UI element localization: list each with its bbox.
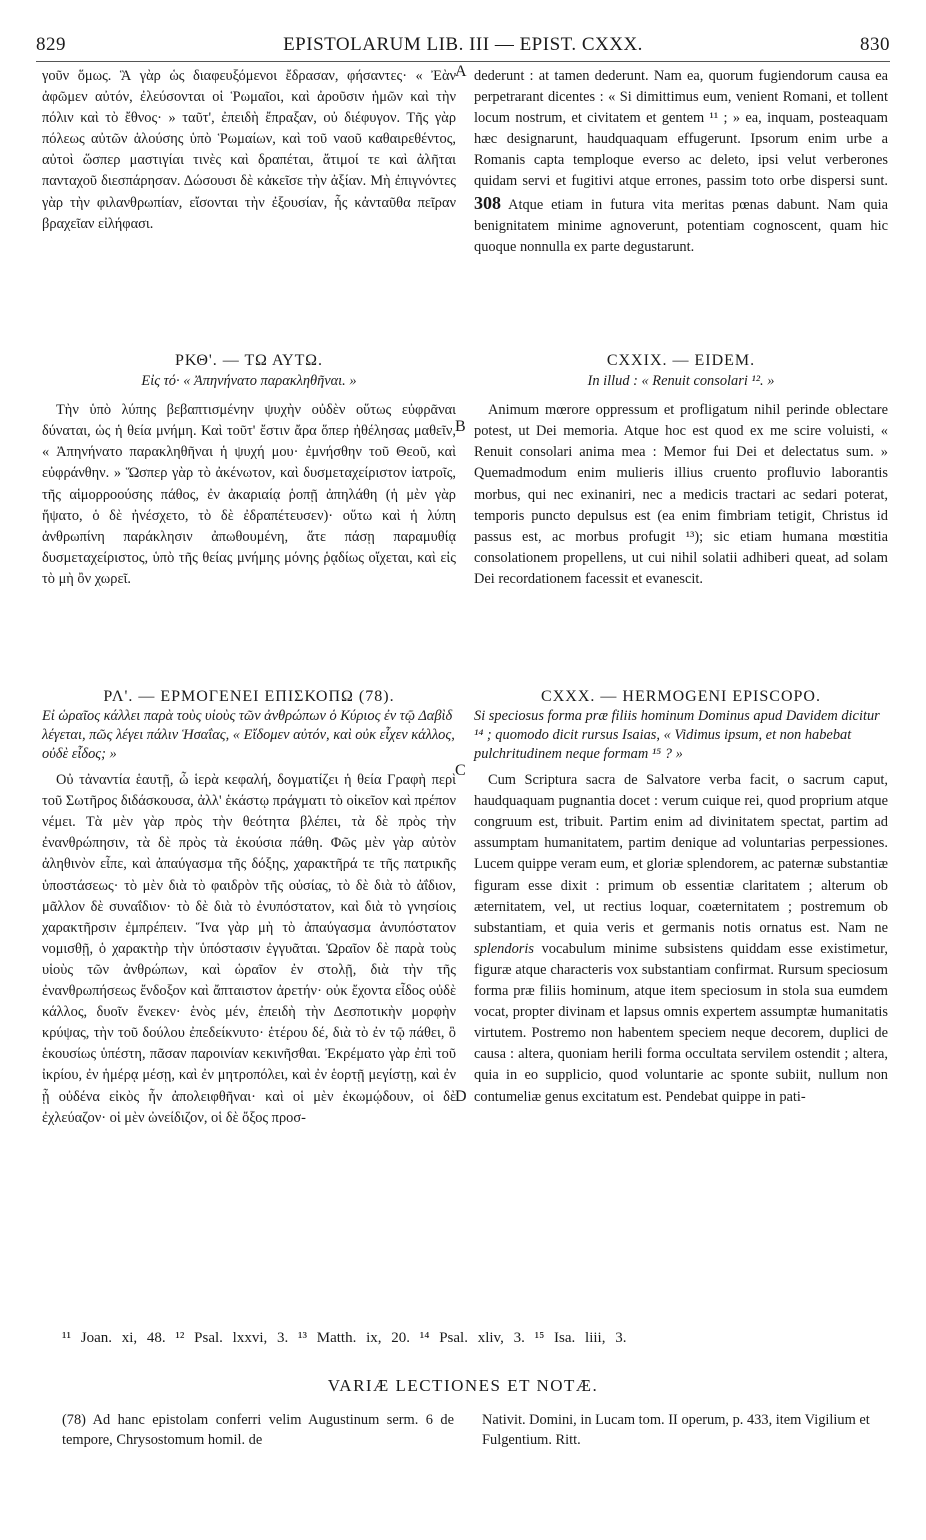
greek-letter-129 <box>42 350 456 590</box>
latin-text: vocabulum minime subsistens quiddam esse existimetur, figuræ atque characteris vox substantiam confirmat. Rursum speciosum forma præ filiis hominum, atque item speciosum in stola sua eumdem vocat, propter divinam et lapsus omnis expertem assumptæ humanitatis virtutem. Postremo non habentem speciem neque decorem, duplici de causa : altera, quoniam herili forma occultata servilem ostendit ; altera, quia in eo supplicio, quod voluntarie ac sponte subiit, nullum non contumeliæ genus excitatum est. Pendebat quippe in pati- <box>474 940 888 1105</box>
running-title: EPISTOLARUM LIB. III — EPIST. CXXX. <box>283 34 643 55</box>
latin-paragraph <box>474 770 888 1108</box>
section-subheading-greek-130: Εἰ ὡραῖος κάλλει παρὰ τοὺς υἱοὺς τῶν ἀνθρώπων ὁ Κύριος ἐν τῷ Δαβὶδ λέγεται, πῶς λέγει πάλιν Ἡσαΐας, « Εἴδομεν αὐτόν, καὶ οὐκ εἶχεν κάλλος, οὐδὲ εἶδος; » <box>42 708 455 763</box>
section-subheading-latin-130: Si speciosus forma præ filiis hominum Dominus apud Davidem dicitur ¹⁴ ; quomodo dicit rursus Isaias, « Vidimus ipsum, et non habebat pulchritudinem neque formam ¹⁵ ? » <box>474 708 880 763</box>
greek-paragraph: Οὐ τἀναντία ἑαυτῇ, ὦ ἱερὰ κεφαλή, δογματίζει ἡ θεία Γραφὴ περὶ τοῦ Σωτῆρος διδάσκουσα, ἀλλ' ἑκάστῳ πράγματι τὸ οἰκεῖον καὶ πρέπον νέμει. Τὰ μὲν γὰρ πρὸς τὴν θεότητα βλέπει, τὰ δὲ πρὸς τὴν ἐνανθρώπησιν, τὰ δὲ πρὸς τὰ ἑκούσια πάθη. Φῶς μὲν γὰρ αὐτὸν ἀληθινὸν εἶπε, καὶ ἀπαύγασμα τῆς δόξης, χαρακτῆρά τε τῆς πατρικῆς ὑποστάσεως· τὸ μὲν διὰ τὸ φαιδρὸν τῆς οὐσίας, τὸ δὲ διὰ τὸ ἀΐδιον, μᾶλλον δὲ συναΐδιον· τὸ δὲ διὰ τὸ ἐνυπόστατον, καὶ διὰ τὸ γνησίοις χαρακτῆρσιν ἐμπρέπειν. Ἵνα γὰρ μὴ τὸ ἀπαύγασμα ἀνυπόστατον νομισθῇ, ὁ χαρακτὴρ τὴν ὑπόστασιν ἐγγυᾶται. Ὡραῖον δὲ παρὰ τοὺς υἱοὺς τῶν ἀνθρώπων, καὶ ὡραῖον ἐν στολῇ, διὰ τὴν τῆς ἐνανθρωπήσεως ἔνδοξον καὶ ἄπταιστον ἀρετήν· οὐκ ἔχοντα εἶδος οὐδὲ κάλλος, δυοῖν ἕνεκεν· ἑνὸς μέν, ἐπειδὴ τὴν Δεσποτικὴν μορφὴν κρύψας, τὴν τοῦ δούλου ἐπεδείκνυτο· ἑτέρου δέ, διὰ τὸ ἐν τῷ πάθει, ὃ ἑκουσίως ὑπέστη, πᾶσαν παροινίαν κεκινῆσθαι. Ἐκρέματο γὰρ ἐπὶ τοῦ ἰκρίου, ἐν ἡμέρᾳ μέσῃ, καὶ ἐν μητροπόλει, καὶ ἐν ἑορτῇ μεγίστῃ, καὶ ἐν ᾗ οὐδένα εἰκὸς ἦν ἀπολειφθῆναι· καὶ οἱ μὲν ἐκωμῴδουν, οἱ δὲ ἐχλεύαζον· οἱ μὲν ὠνείδιζον, οἱ δὲ ὄξος προσ- <box>42 772 456 1126</box>
margin-letter-c: C <box>455 762 466 779</box>
latin-letter-130 <box>474 686 888 1108</box>
latin-emphasis: splendoris <box>474 940 534 957</box>
footnotes: ¹¹ Joan. xi, 48. ¹² Psal. lxxvi, 3. ¹³ Matth. ix, 20. ¹⁴ Psal. xliv, 3. ¹⁵ Isa. liii, 3. <box>62 1330 627 1346</box>
variae-note-left: (78) Ad hanc epistolam conferri velim Augustinum serm. 6 de tempore, Chrysostomum homil. de <box>62 1412 454 1448</box>
variae-note-right: Nativit. Domini, in Lucam tom. II operum, p. 433, item Vigilium et Fulgentium. Ritt. <box>482 1412 870 1448</box>
section-heading-greek-130: ΡΛ'. — ΕΡΜΟΓΕΝΕΙ ΕΠΙΣΚΟΠΩ (78). <box>103 688 395 705</box>
margin-letter-a: A <box>455 63 467 80</box>
greek-passage-1 <box>42 66 456 235</box>
column-number: 308 <box>474 192 501 213</box>
section-heading-latin-130: CXXX. — HERMOGENI EPISCOPO. <box>541 688 821 705</box>
header-rule <box>36 61 890 62</box>
latin-letter-129 <box>474 350 888 590</box>
latin-text: Cum Scriptura sacra de Salvatore verba facit, o sacrum caput, haudquaquam pugnantia docet : verum cuique rei, quod proprium atque congruum est, tribuit. Partim enim ad divinitatem spectat, partim ad assumptam humanitatem, partim denique ad voluntarias perpessiones. Lucem quippe veram eum, et gloriæ splendorem, ac paternæ substantiæ figuram esse dixit : primum ob essentiæ claritatem ; alterum ob æternitatem, vel, ut rectius loquar, coæternitatem ; postremum ob substantiam, et quia veris et germanis notis ornatus est. Nam ne <box>474 772 888 936</box>
running-header <box>36 34 890 58</box>
section-subheading-latin-129: In illud : « Renuit consolari ¹². » <box>587 373 775 390</box>
variae-heading: VARIÆ LECTIONES ET NOTÆ. <box>327 1376 599 1395</box>
latin-paragraph: Animum mœrore oppressum et profligatum nihil perinde oblectare potest, ut Dei memoria. Atque hoc est quod ex me scire voluisti, « Renuit consolari anima mea : Memor fui Dei et delectatus sum. » Quemadmodum enim mulieris illius cruento profluvio laborantis morbus, qui nec exinaniri, nec a medicis tractari ac sedari poterat, temporis puncto depulsus est (ea enim fimbriam tetigit, Christus id passus est, ac morbus profugit ¹³); sic etiam humana mœstitia consolationem propellens, ut cui nihil solatii adhiberi queat, ad solam Dei recordationem facessit et evanescit. <box>474 402 888 587</box>
page-number-right: 830 <box>860 34 890 55</box>
page-number-left: 829 <box>36 34 66 55</box>
latin-passage-1 <box>474 66 888 258</box>
latin-text: Atque etiam in futura vita meritas pœnas dabunt. Nam quia benignitatem minime agnoverunt, potentiam cognoscent, quam hic quoque nonnulla ex parte degustarunt. <box>474 196 888 255</box>
section-subheading-greek-129: Εἰς τό· « Ἀπηνήνατο παρακληθῆναι. » <box>141 373 357 390</box>
section-heading-latin-129: CXXIX. — EIDEM. <box>606 352 756 369</box>
latin-paragraph <box>474 66 888 258</box>
margin-letter-d: D <box>455 1088 467 1105</box>
greek-paragraph: Τὴν ὑπὸ λύπης βεβαπτισμένην ψυχὴν οὐδὲν οὕτως εὐφρᾶναι δύναται, ὡς ἡ θεία μνήμη. Καὶ τοῦτ' ἔστιν ἄρα ὅπερ ἠθέλησας μαθεῖν, « Ἀπηνήνατο παρακληθῆναι ἡ ψυχή μου· ἐμνήσθην τοῦ Θεοῦ, καὶ εὐφράνθην. » Ὥσπερ γὰρ τὸ ἀκένωτον, καὶ δυσμεταχείριστον ἰατροῖς, τῆς αἱμορροούσης πάθος, ἐν ἀκαριαίᾳ ῥοπῇ ἀπηλάθη (ἡ μὲν γὰρ ἥψατο, ὁ δὲ ἠνέσχετο, τὸ δὲ ἐδραπέτευσεν)· οὕτω καὶ ἡ λύπη ἀνθρωπίνη παράκλησιν ἀπωθουμένη, ἅτε πάσῃ παραμυθίᾳ δυσμεταχείριστος, ὑπὸ τῆς θείας μνήμης μόνης ῥᾳδίως οἴχεται, καὶ εἰς τὸ μὴ ὂν χωρεῖ. <box>42 402 456 587</box>
latin-text: dederunt : at tamen dederunt. Nam ea, quorum fugiendorum causa ea perpetrarant dicentes : « Si dimittimus eum, venient Romani, et tollent locum nostrum, et civitatem et gentem ¹¹ ; » ea, inquam, posteaquam hæc designarunt, haudquaquam effugerunt. Ipsorum enim urbe a Romanis capta temploque everso ac deleto, ipsi velut verberones quidam servi et fugitivi atque errones, passim toto orbe dispersi sunt. <box>474 68 888 190</box>
greek-letter-130 <box>42 686 456 1129</box>
margin-letter-b: B <box>455 418 466 435</box>
greek-paragraph: γοῦν ὅμως. Ἃ γὰρ ὡς διαφευξόμενοι ἔδρασαν, φήσαντες· « Ἐὰν ἀφῶμεν αὐτόν, ἐλεύσονται οἱ Ῥωμαῖοι, καὶ ἀροῦσιν ἡμῶν καὶ τὴν πόλιν καὶ τὸ ἔθνος· » ταῦτ', ἐπειδὴ ἔπραξαν, οὐ διέφυγον. Τῆς γὰρ πόλεως αὐτῶν ἁλούσης ὑπὸ Ῥωμαίων, καὶ τοῦ ναοῦ καθαιρεθέντος, αὐτοὶ ὥσπερ μαστιγίαι τινὲς καὶ δραπέται, ἄτιμοί τε καὶ ἀλῆται πανταχοῦ διεσπάρησαν. Δώσουσι δὲ κἀκεῖσε τὴν ἀξίαν. Μὴ ἐπιγνόντες γὰρ τὴν φιλανθρωπίαν, εἴσονται τὴν ἐξουσίαν, ἧς κἀνταῦθα πεῖραν βραχεῖαν εἰλήφασι. <box>42 68 456 232</box>
section-heading-greek-129: ΡΚΘ'. — ΤΩ ΑΥΤΩ. <box>174 352 324 369</box>
